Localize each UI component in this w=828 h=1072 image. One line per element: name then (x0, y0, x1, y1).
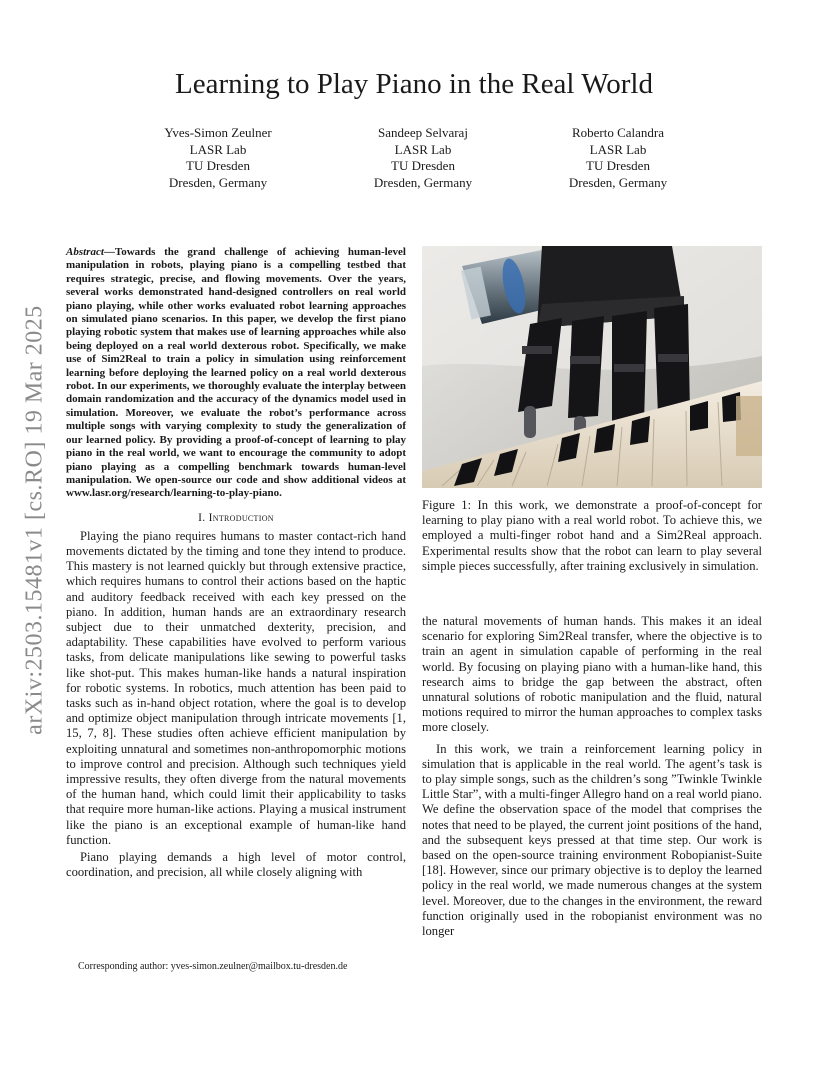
arxiv-sidebar (14, 280, 56, 760)
section-heading-introduction (66, 512, 406, 524)
author-lab: LASR Lab (589, 141, 647, 157)
intro-paragraph-2: Piano playing demands a high level of motor control, coordination, and precision, all while closely aligning with (66, 849, 406, 880)
right-paragraph-1: the natural movements of human hands. This makes it an ideal scenario for exploring Sim2Real transfer, where the objective is to train an agent in simulation capable of performing in the real world. By focusing on playing piano with a human-like hand, this research aims to bridge the gap between the abstract, often unnatural solutions of robotic manipulation and the fluid, natural motions required to mirror the human approaches to complex tasks more closely. (422, 614, 762, 735)
right-paragraph-2: In this work, we train a reinforcement learning policy in simulation that is applicable in the real world. The agent’s task is to play simple songs, such as the children’s song ”Twinkle Twinkle Little Star”, with a multi-finger Allegro hand on a real world piano. We define the observation space of the model that comprises the notes that need to be played, the current joint positions of the hand, and the subsequent keys pressed at that time step. Our work is based on the open-source training environment Robopianist-Suite [18]. However, since our primary objective is to deploy the learned policy in the real world, we made numerous changes at the system level. Moreover, due to the changes in the environment, the reward function originally used in the robopianist environment was no longer (422, 741, 762, 939)
author-lab: LASR Lab (189, 141, 247, 157)
abstract-label: Abstract (66, 246, 104, 258)
abstract-text: —Towards the grand challenge of achieving human-level manipulation in robots, playing piano is a compelling testbed that requires strategic, precise, and flowing movements. Over the years, several works demonstrated hand-designed controllers on real world piano playing, while other works evaluated robot learning approaches on simulated piano scenarios. In this paper, we develop the first piano playing robotic system that makes use of learning approaches while also being deployed on a real world dexterous robot. Specifically, we make use of Sim2Real to train a policy in simulation using reinforcement learning before deploying the learned policy on a real world dexterous robot. In our experiments, we thoroughly evaluate the interplay between domain randomization and the accuracy of the dynamics model used in simulation. Moreover, we evaluate the robot’s performance across multiple songs with varying complexity to study the generalization of our learned policy. By providing a proof-of-concept of learning to play piano in the real world, we want to encourage the community to adopt piano playing as a compelling benchmark towards human-level manipulation. We open-source our code and show additional videos at www.lasr.org/research/learning-to-play-piano. (66, 246, 406, 500)
left-column (66, 246, 406, 880)
author-name: Yves-Simon Zeulner (164, 125, 272, 140)
author-university: TU Dresden (586, 158, 650, 174)
arxiv-identifier: arXiv:2503.15481v1 [cs.RO] 19 Mar 2025 (21, 305, 48, 735)
author-university: TU Dresden (391, 158, 455, 174)
author-name: Roberto Calandra (571, 125, 665, 140)
section-title: Introduction (208, 511, 274, 524)
robot-hand-piano-illustration (422, 246, 762, 488)
right-column (422, 246, 762, 939)
author-lab: LASR Lab (394, 141, 452, 157)
paper-title: Learning to Play Piano in the Real World (175, 68, 653, 100)
section-number: I. (198, 511, 209, 524)
author-city: Dresden, Germany (568, 174, 668, 190)
corresponding-author-footnote: Corresponding author: yves-simon.zeulner@mailbox.tu-dresden.de (78, 961, 348, 972)
author-city: Dresden, Germany (373, 174, 473, 190)
author-name: Sandeep Selvaraj (378, 125, 468, 140)
author-2 (323, 125, 523, 191)
author-city: Dresden, Germany (168, 174, 268, 190)
author-university: TU Dresden (186, 158, 250, 174)
author-1 (118, 125, 318, 191)
intro-paragraph-1: Playing the piano requires humans to master contact-rich hand movements dictated by the timing and tone they intend to produce. This mastery is not learned quickly but through extensive practice, which requires humans to control their actions based on the haptic and auditory feedback received with each key pressed on the piano. In addition, human hands are an extraordinary research subject due to their unmatched dexterity, precision, and adaptability. These capabilities have evolved to perform various tasks, from delicate manipulations like sewing to powerful tasks like shot-put. This makes human-like hands a natural inspiration for robotic systems. In robotics, much attention has been paid to tasks such as in-hand object rotation, where the goal is to develop and optimize object manipulation through intricate movements [1, 15, 7, 8]. These studies often achieve efficient manipulation by exploiting unnatural and sometimes non-anthropomorphic motions to improve control and precision. Although such techniques yield impressive results, they often diverge from the natural movements of the human hand, which could limit their applicability to tasks that require more human-like actions. Playing a musical instrument like the piano is an exceptional example of human-like hand function. (66, 528, 406, 847)
figure-1-photo (422, 246, 762, 488)
abstract (66, 246, 406, 501)
figure-1-caption: Figure 1: In this work, we demonstrate a proof-of-concept for learning to play piano with a real world robot. To achieve this, we employed a multi-finger robot hand and a Sim2Real approach. Experimental results show that the robot can learn to play several simple pieces successfully, after training exclusively in simulation. (422, 498, 762, 573)
author-3 (518, 125, 718, 191)
